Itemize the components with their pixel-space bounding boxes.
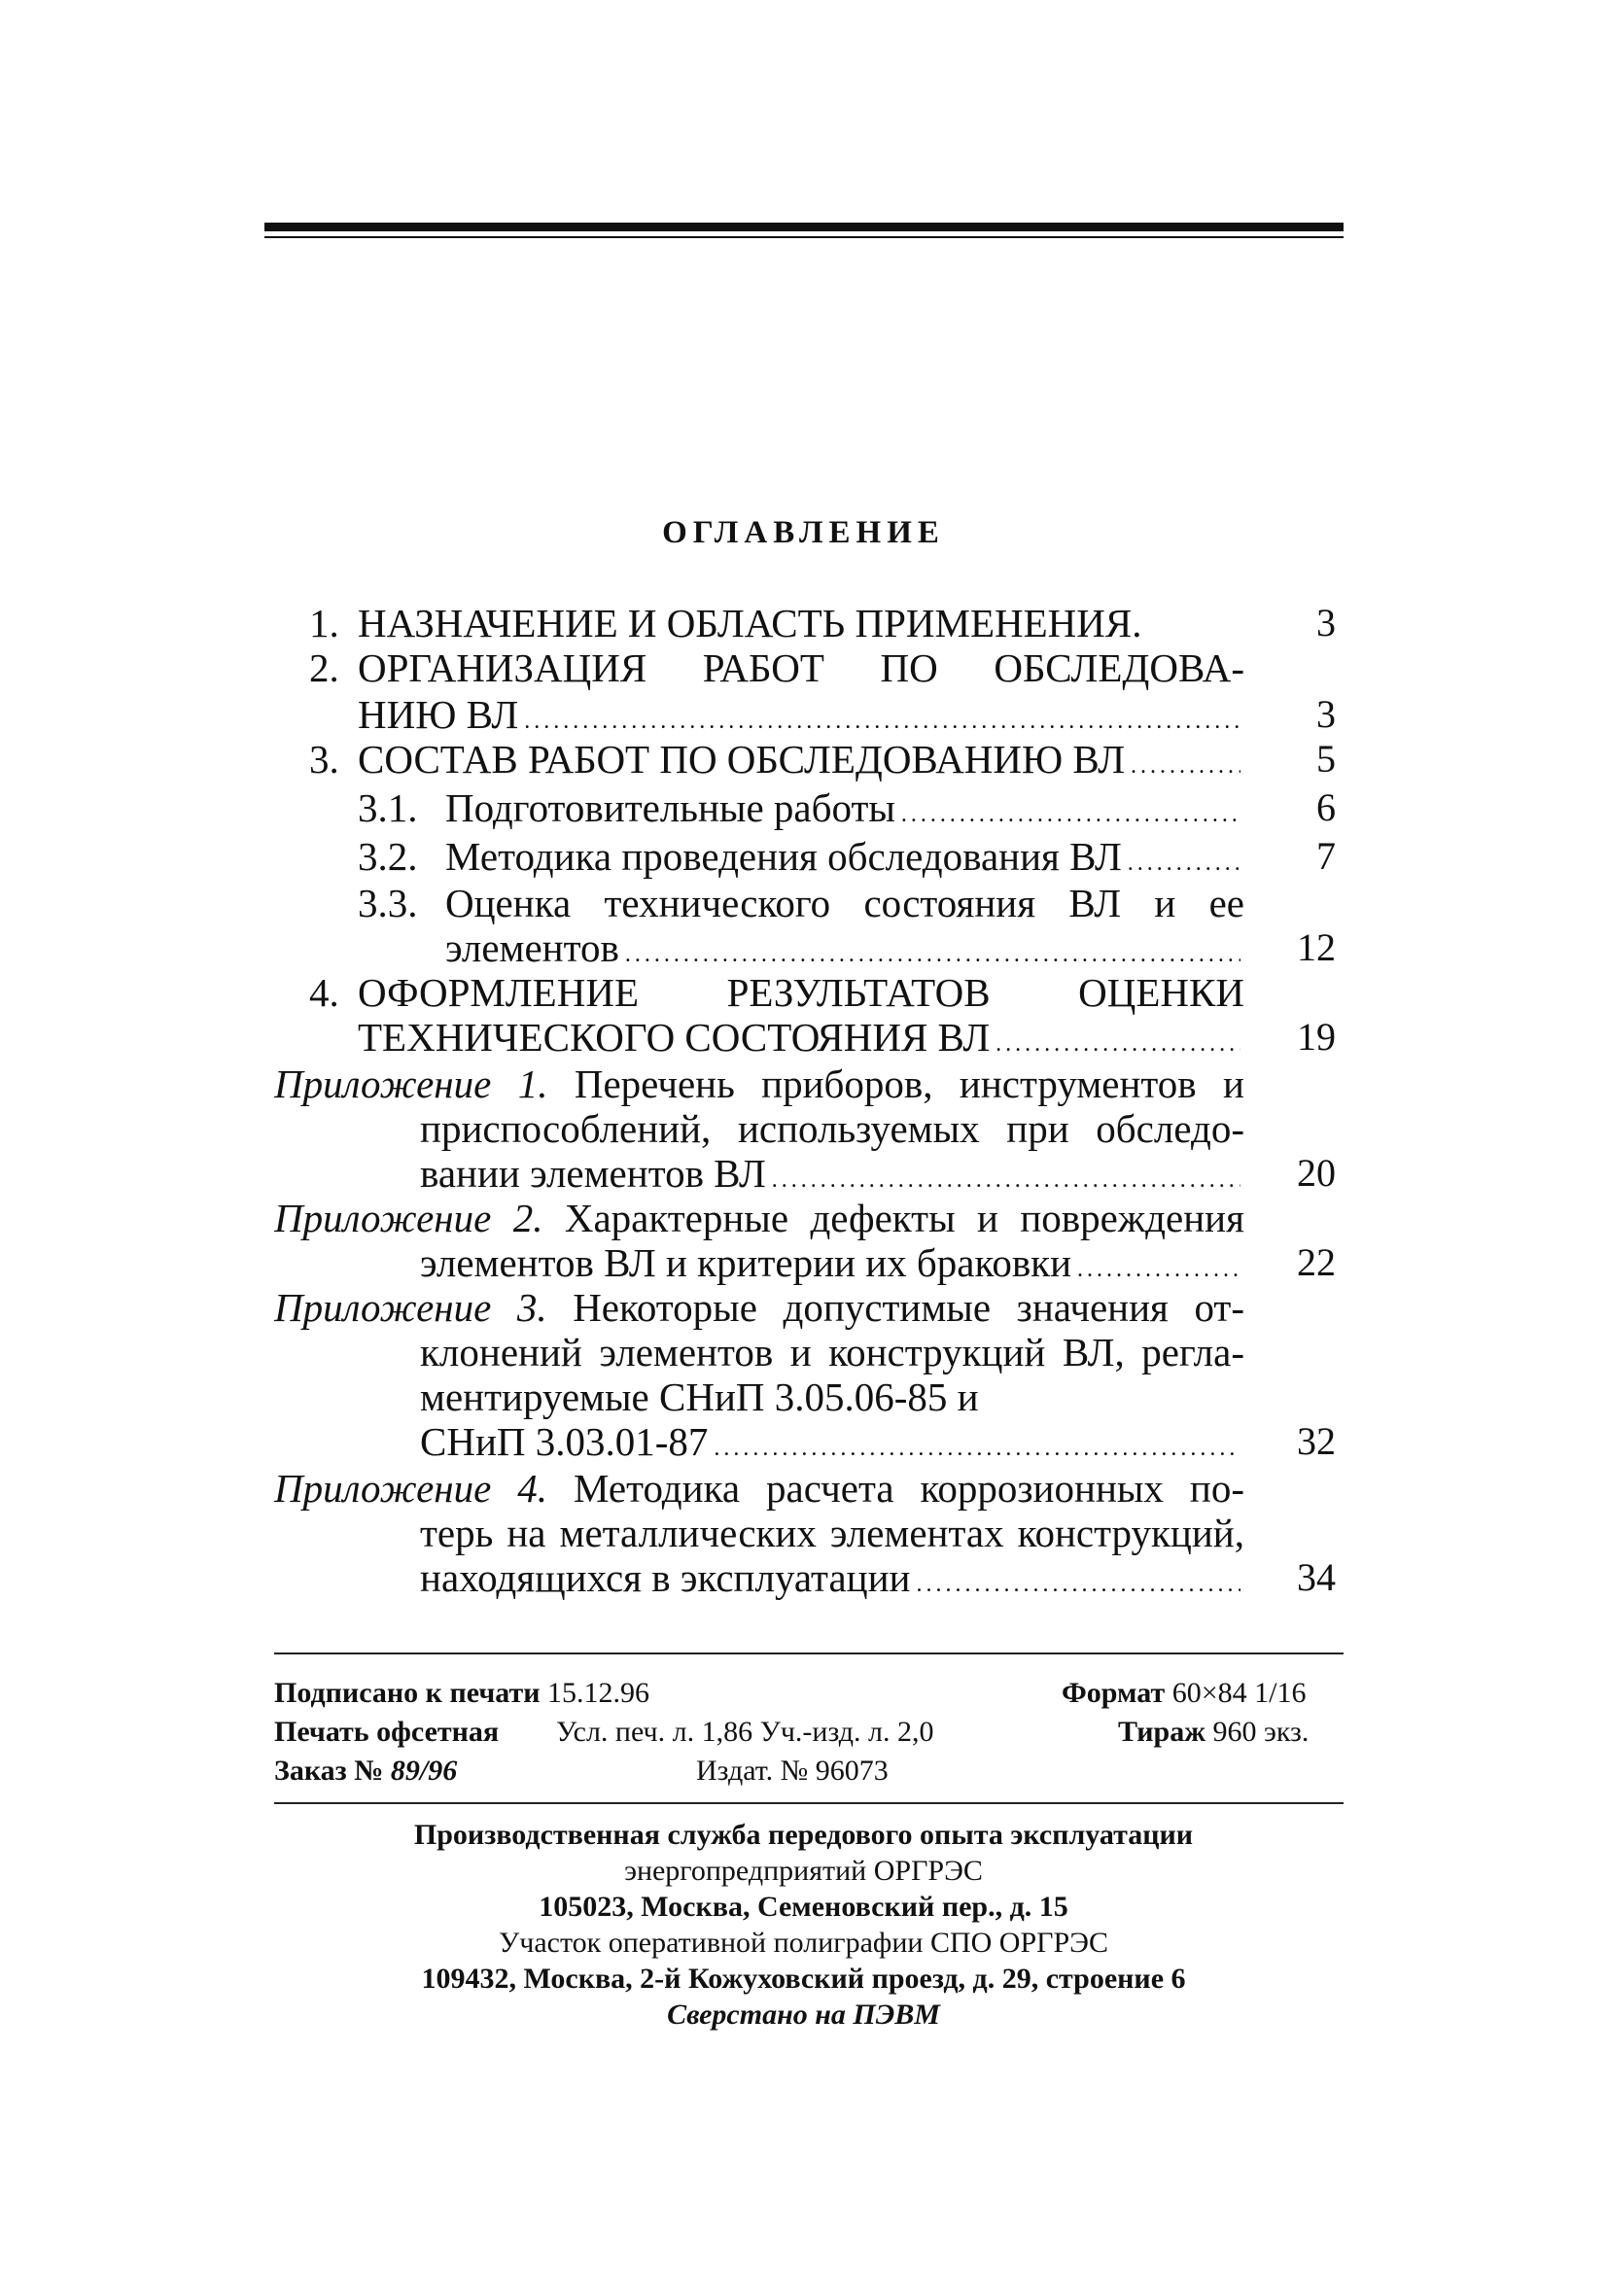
toc-entry-3-text: СОСТАВ РАБОТ ПО ОБСЛЕДОВАНИЮ ВЛ ..... <box>358 737 1244 782</box>
imprint-run: Тираж 960 экз. <box>1118 1716 1310 1748</box>
toc-appendix-3-page: 32 <box>1297 1419 1336 1463</box>
toc-appendix-4-line1: Приложение 4. Методика расчета коррозионных по- <box>274 1466 1244 1511</box>
toc-entry-3-3-number: 3.3. <box>358 881 418 925</box>
publisher-line-6: Сверстано на ПЭВМ <box>667 1999 940 2031</box>
toc-appendix-1-line1: Приложение 1. Перечень приборов, инструментов и <box>274 1061 1244 1106</box>
publisher-line-3: 105023, Москва, Семеновский пер., д. 15 <box>539 1891 1068 1923</box>
toc-appendix-1-label: Приложение 1. <box>274 1061 548 1106</box>
toc-appendix-4-page: 34 <box>1297 1555 1336 1599</box>
toc-entry-4-number: 4. <box>309 970 339 1015</box>
imprint-edition: Издат. № 96073 <box>696 1755 889 1787</box>
toc-entry-2-text-line2: НИЮ ВЛ ..... <box>358 692 1244 737</box>
toc-entry-2-number: 2. <box>309 645 339 690</box>
toc-entry-4-text-line2: ТЕХНИЧЕСКОГО СОСТОЯНИЯ ВЛ ..... <box>358 1015 1244 1060</box>
publisher-line-5: 109432, Москва, 2-й Кожуховский проезд, д. 29, строение 6 <box>421 1963 1186 1995</box>
toc-appendix-3-line1: Приложение 3. Некоторые допустимые значения от- <box>274 1285 1244 1330</box>
toc-entry-1-number: 1. <box>309 601 339 645</box>
toc-entry-3-3-text-line1: Оценка технического состояния ВЛ и ее <box>445 881 1244 925</box>
toc-title: ОГЛАВЛЕНИЕ <box>662 515 945 550</box>
imprint-print-type: Печать офсетная <box>274 1716 500 1748</box>
publisher-line-2: энергопредприятий ОРГРЭС <box>624 1855 983 1887</box>
imprint-sheets: Усл. печ. л. 1,86 Уч.-изд. л. 2,0 <box>556 1716 934 1748</box>
toc-entry-3-1-text: Подготовительные работы ..... <box>445 785 1244 830</box>
imprint-bottom-rule <box>274 1802 1344 1804</box>
toc-entry-4-page: 19 <box>1297 1015 1336 1059</box>
imprint-format: Формат 60×84 1/16 <box>1062 1677 1307 1709</box>
toc-appendix-3-line4: СНиП 3.03.01-87 ..... <box>420 1419 1244 1464</box>
imprint-order: Заказ № 89/96 <box>274 1755 458 1787</box>
toc-entry-3-2-page: 7 <box>1316 834 1336 878</box>
toc-entry-3-2-text: Методика проведения обследования ВЛ ..... <box>445 834 1244 879</box>
toc-entry-3-3-text-line2: элементов ..... <box>445 925 1244 970</box>
publisher-line-4: Участок оперативной полиграфии СПО ОРГРЭС <box>499 1927 1108 1959</box>
imprint-top-rule <box>274 1652 1344 1654</box>
toc-appendix-2-label: Приложение 2. <box>274 1196 543 1240</box>
toc-entry-3-page: 5 <box>1316 737 1336 781</box>
imprint-signed: Подписано к печати 15.12.96 <box>274 1677 649 1709</box>
toc-appendix-4-line3: находящихся в эксплуатации ..... <box>420 1555 1244 1600</box>
toc-entry-3-1-number: 3.1. <box>358 785 418 830</box>
toc-appendix-1-line2: приспособлений, используемых при обследо- <box>420 1106 1244 1151</box>
toc-entry-1-page: 3 <box>1316 601 1336 644</box>
toc-entry-3-2-number: 3.2. <box>358 834 418 879</box>
toc-entry-3-3-page: 12 <box>1297 925 1336 969</box>
toc-entry-1-text: НАЗНАЧЕНИЕ И ОБЛАСТЬ ПРИМЕНЕНИЯ. <box>358 601 1142 645</box>
toc-entry-2-page: 3 <box>1316 692 1336 736</box>
toc-entry-3-1-page: 6 <box>1316 785 1336 829</box>
toc-appendix-2-line1: Приложение 2. Характерные дефекты и повреждения <box>274 1196 1244 1240</box>
toc-appendix-3-line3: ментируемые СНиП 3.05.06-85 и <box>420 1374 979 1419</box>
toc-appendix-1-page: 20 <box>1297 1151 1336 1195</box>
toc-appendix-4-label: Приложение 4. <box>274 1466 548 1511</box>
toc-entry-4-text-line1: ОФОРМЛЕНИЕ РЕЗУЛЬТАТОВ ОЦЕНКИ <box>358 970 1244 1015</box>
toc-appendix-1-line3: вании элементов ВЛ ..... <box>420 1151 1244 1196</box>
toc-entry-2-text-line1: ОРГАНИЗАЦИЯ РАБОТ ПО ОБСЛЕДОВА- <box>358 645 1244 690</box>
toc-appendix-4-line2: терь на металлических элементах конструкций, <box>420 1511 1244 1555</box>
toc-appendix-3-line2: клонений элементов и конструкций ВЛ, регла- <box>420 1330 1244 1374</box>
toc-appendix-2-page: 22 <box>1297 1240 1336 1284</box>
publisher-line-1: Производственная служба передового опыта эксплуатации <box>413 1819 1194 1851</box>
toc-entry-3-number: 3. <box>309 737 339 782</box>
toc-appendix-2-line2: элементов ВЛ и критерии их браковки ..... <box>420 1240 1244 1285</box>
toc-appendix-3-label: Приложение 3. <box>274 1285 547 1330</box>
